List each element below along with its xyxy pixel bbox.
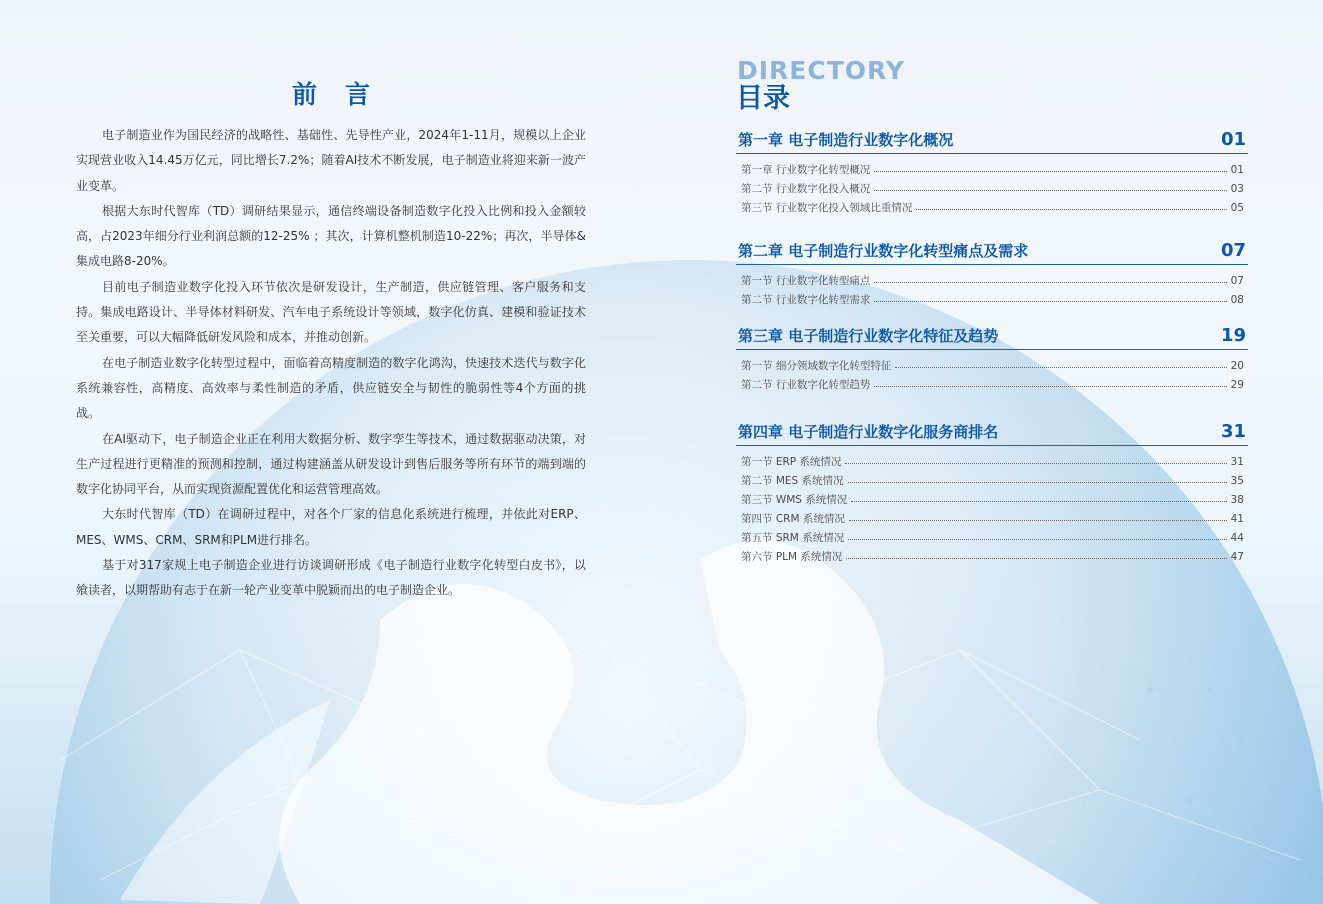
chapter-title: 第四章 电子制造行业数字化服务商排名: [738, 423, 999, 441]
dot-leader: [874, 190, 1226, 191]
chapter-page-number: 07: [1220, 240, 1246, 261]
toc-chapter[interactable]: [736, 128, 1248, 218]
dot-leader: [916, 209, 1226, 210]
toc-section-entry[interactable]: [741, 529, 1244, 548]
section-page-number: 01: [1230, 164, 1244, 176]
section-page-number: 29: [1230, 379, 1244, 391]
chapter-heading[interactable]: [736, 420, 1248, 446]
section-title: 第六节 PLM 系统情况: [741, 551, 843, 563]
toc-section-entry[interactable]: [741, 376, 1244, 395]
chapter-page-number: 01: [1220, 129, 1246, 150]
chapter-title: 第三章 电子制造行业数字化特征及趋势: [738, 327, 999, 345]
toc-section-entry[interactable]: [741, 510, 1244, 529]
section-list: [736, 446, 1248, 567]
directory-header: [736, 56, 1248, 112]
preface-paragraph: 基于对317家规上电子制造企业进行访谈调研形成《电子制造行业数字化转型白皮书》，以飨读者，以期帮助有志于在新一轮产业变革中脱颖而出的电子制造企业。: [76, 558, 586, 598]
section-page-number: 41: [1230, 513, 1244, 525]
toc-section-entry[interactable]: [741, 491, 1244, 510]
dot-leader: [849, 520, 1227, 521]
preface-paragraph: 目前电子制造业数字化投入环节依次是研发设计，生产制造，供应链管理、客户服务和支持。集成电路设计、半导体材料研发、汽车电子系统设计等领域，数字化仿真、建模和验证技术至关重要，可以大幅降低研发风险和成本，并推动创新。: [76, 279, 586, 345]
dot-leader: [846, 558, 1226, 559]
preface-paragraph: 在电子制造业数字化转型过程中，面临着高精度制造的数字化鸿沟，快速技术迭代与数字化系统兼容性，高精度、高效率与柔性制造的矛盾，供应链安全与韧性的脆弱性等4个方面的挑战。: [76, 355, 586, 421]
dot-leader: [848, 482, 1227, 483]
section-title: 第一节 细分领域数字化转型特征: [741, 360, 892, 372]
section-list: [736, 350, 1248, 395]
dot-leader: [874, 171, 1226, 172]
directory-title-cn: 目录: [736, 83, 790, 114]
chapter-heading[interactable]: [736, 324, 1248, 350]
toc-section-entry[interactable]: [741, 548, 1244, 567]
section-title: 第一节 ERP 系统情况: [741, 456, 842, 468]
toc-section-entry[interactable]: [741, 180, 1244, 199]
section-page-number: 31: [1230, 456, 1244, 468]
chapter-page-number: 19: [1220, 325, 1246, 346]
section-title: 第三节 WMS 系统情况: [741, 494, 848, 506]
section-title: 第一节 行业数字化转型痛点: [741, 275, 871, 287]
chapter-page-number: 31: [1220, 421, 1246, 442]
section-title: 第二节 行业数字化投入概况: [741, 183, 871, 195]
directory-title-en: DIRECTORY: [737, 56, 906, 85]
section-list: [736, 265, 1248, 310]
dot-leader: [895, 367, 1226, 368]
toc-section-entry[interactable]: [741, 291, 1244, 310]
section-page-number: 44: [1230, 532, 1244, 544]
section-list: [736, 154, 1248, 218]
dot-leader: [845, 463, 1226, 464]
dot-leader: [848, 539, 1226, 540]
section-title: 第四节 CRM 系统情况: [741, 513, 845, 525]
section-page-number: 05: [1230, 202, 1244, 214]
dot-leader: [874, 386, 1226, 387]
toc-section-entry[interactable]: [741, 472, 1244, 491]
toc-chapter[interactable]: [736, 239, 1248, 310]
section-page-number: 07: [1230, 275, 1244, 287]
toc-section-entry[interactable]: [741, 357, 1244, 376]
directory-section: [736, 56, 1248, 563]
section-title: 第二节 MES 系统情况: [741, 475, 844, 487]
section-title: 第三节 行业数字化投入领域比重情况: [741, 202, 913, 214]
toc-chapter[interactable]: [736, 324, 1248, 395]
toc-section-entry[interactable]: [741, 161, 1244, 180]
dot-leader: [874, 282, 1226, 283]
section-title: 第五节 SRM 系统情况: [741, 532, 845, 544]
chapter-title: 第一章 电子制造行业数字化概况: [738, 131, 954, 149]
section-page-number: 38: [1230, 494, 1244, 506]
preface-paragraph: 大东时代智库（TD）在调研过程中，对各个厂家的信息化系统进行梳理，并依此对ERP、MES、WMS、CRM、SRM和PLM进行排名。: [76, 507, 586, 547]
chapter-heading[interactable]: [736, 128, 1248, 154]
section-page-number: 20: [1230, 360, 1244, 372]
section-title: 第二节 行业数字化转型趋势: [741, 379, 871, 391]
chapter-heading[interactable]: [736, 239, 1248, 265]
preface-section: [76, 78, 586, 604]
preface-paragraph: 电子制造业作为国民经济的战略性、基础性、先导性产业，2024年1-11月，规模以上企业实现营业收入14.45万亿元，同比增长7.2%；随着AI技术不断发展，电子制造业将迎来新一波产业变革。: [76, 128, 586, 193]
preface-paragraph: 在AI驱动下，电子制造企业正在利用大数据分析、数字孪生等技术，通过数据驱动决策，对生产过程进行更精准的预测和控制，通过构建涵盖从研发设计到售后服务等所有环节的端到端的数字化协同平台，从而实现资源配置优化和运营管理高效。: [76, 431, 586, 497]
preface-body: [76, 123, 586, 604]
section-title: 第一章 行业数字化转型概况: [741, 164, 871, 176]
toc-chapter[interactable]: [736, 420, 1248, 567]
preface-paragraph: 根据大东时代智库（TD）调研结果显示，通信终端设备制造数字化投入比例和投入金额较高，占2023年细分行业利润总额的12-25% ；其次，计算机整机制造10-22%；再次，半导体&集成电路8-20%。: [76, 203, 586, 269]
section-page-number: 47: [1230, 551, 1244, 563]
section-page-number: 35: [1230, 475, 1244, 487]
section-page-number: 08: [1230, 294, 1244, 306]
dot-leader: [874, 301, 1226, 302]
toc-section-entry[interactable]: [741, 199, 1244, 218]
toc-section-entry[interactable]: [741, 272, 1244, 291]
dot-leader: [851, 501, 1226, 502]
toc-section-entry[interactable]: [741, 453, 1244, 472]
preface-title: 前言: [291, 80, 398, 109]
chapter-title: 第二章 电子制造行业数字化转型痛点及需求: [738, 242, 1029, 260]
section-title: 第二节 行业数字化转型需求: [741, 294, 871, 306]
section-page-number: 03: [1230, 183, 1244, 195]
